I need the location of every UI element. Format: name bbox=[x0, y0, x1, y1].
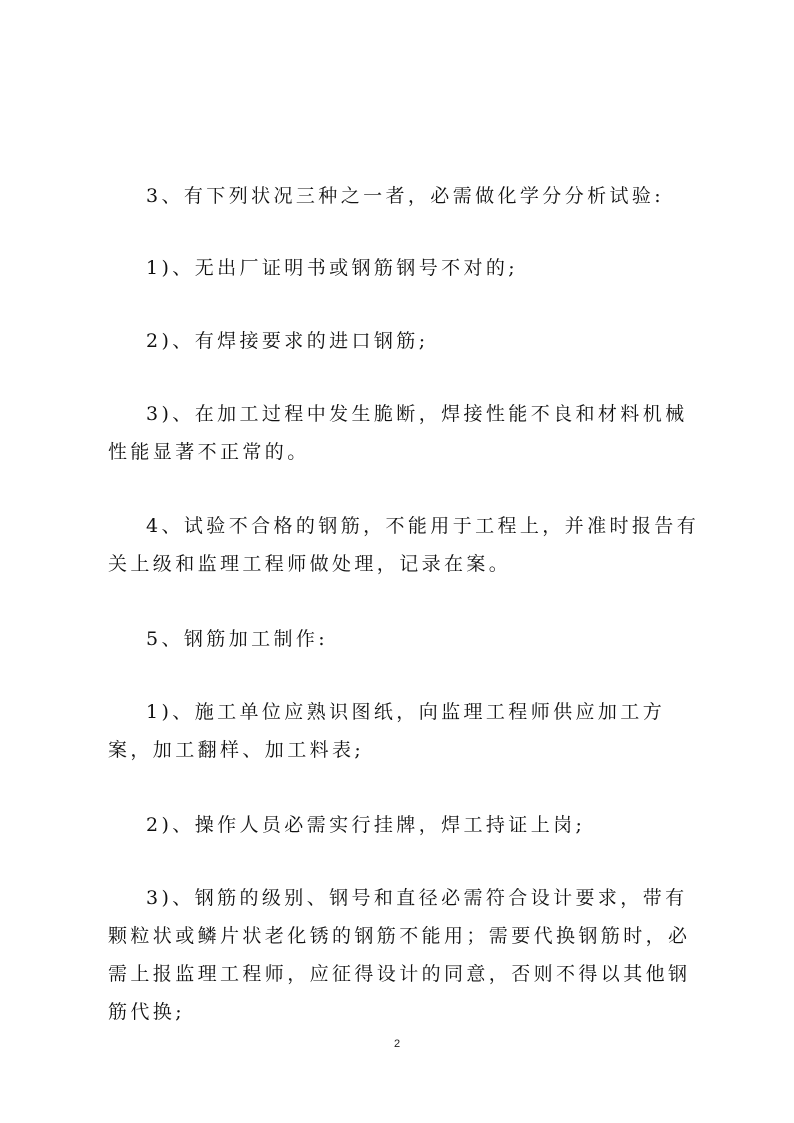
paragraph-text: 2)、操作人员必需实行挂牌，焊工持证上岗; bbox=[146, 814, 586, 836]
paragraph-text: 2)、有焊接要求的进口钢筋; bbox=[146, 330, 429, 352]
page-number: 2 bbox=[393, 1038, 401, 1050]
paragraph-text: 1)、无出厂证明书或钢筋钢号不对的; bbox=[146, 257, 519, 279]
paragraph-text: 5、钢筋加工制作: bbox=[146, 628, 329, 650]
paragraph-item-3 bbox=[108, 177, 708, 215]
paragraph-text: 4、试验不合格的钢筋，不能用于工程上，并准时报告有关上级和监理工程师做处理，记录在案。 bbox=[108, 515, 700, 575]
paragraph-text: 3、有下列状况三种之一者，必需做化学分分析试验: bbox=[146, 185, 665, 207]
paragraph-item-5 bbox=[108, 620, 708, 658]
paragraph-subitem-1 bbox=[108, 249, 708, 287]
paragraph-text: 3)、钢筋的级别、钢号和直径必需符合设计要求，带有颗粒状或鳞片状老化锈的钢筋不能用；需要代换钢筋时，必需上报监理工程师，应征得设计的同意，否则不得以其他钢筋代换; bbox=[108, 887, 691, 1023]
paragraph-subitem-2 bbox=[108, 322, 708, 360]
paragraph-subitem-2-b bbox=[108, 806, 708, 844]
paragraph-text: 3)、在加工过程中发生脆断，焊接性能不良和材料机械性能显著不正常的。 bbox=[108, 403, 688, 463]
paragraph-subitem-3 bbox=[108, 395, 708, 471]
paragraph-subitem-3-b bbox=[108, 879, 708, 1031]
paragraph-text: 1)、施工单位应熟识图纸，向监理工程师供应加工方案，加工翻样、加工料表; bbox=[108, 701, 666, 761]
paragraph-subitem-1-b bbox=[108, 693, 708, 769]
paragraph-item-4 bbox=[108, 507, 708, 583]
